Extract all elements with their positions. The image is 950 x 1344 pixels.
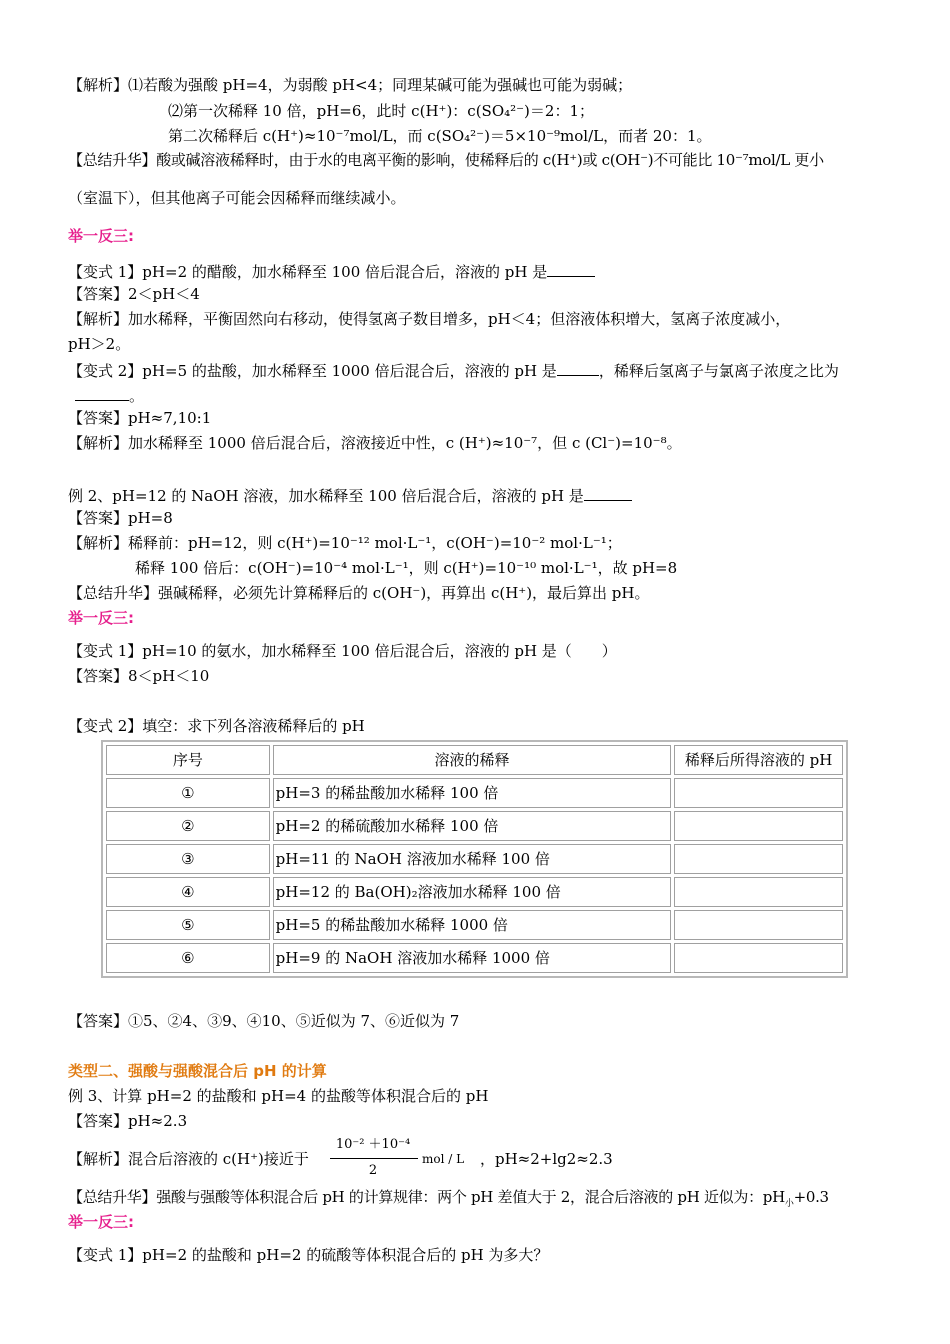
table-row [106,943,843,973]
row-number: ③ [106,844,270,874]
example-3-question: 例 3、计算 pH=2 的盐酸和 pH=4 的盐酸等体积混合后的 pH [68,1087,489,1105]
analysis-line-1: 【解析】⑴若酸为强酸 pH=4，为弱酸 pH<4；同理某碱可能为强碱也可能为弱碱； [68,76,633,94]
practice-heading: 举一反三: [68,1213,134,1231]
variant-2-period: 。 [129,387,145,405]
table-header-row [106,745,843,775]
summary-line-2: （室温下），但其他离子可能会因稀释而继续减小。 [68,189,406,207]
variant-1-explanation-2: pH＞2。 [68,335,131,353]
practice-heading: 举一反三: [68,227,134,245]
row-number: ② [106,811,270,841]
example-2-summary: 【总结升华】强碱稀释，必须先计算稀释后的 c(OH⁻)，再算出 c(H⁺)，最后算出 pH。 [68,584,650,602]
row-number: ⑥ [106,943,270,973]
row-number: ④ [106,877,270,907]
example-2-answer: 【答案】pH=8 [68,509,173,527]
example-2-text: 例 2、pH=12 的 NaOH 溶液，加水稀释至 100 倍后混合后，溶液的 pH 是 [68,487,584,505]
dilution-table [101,740,848,978]
row-ph-cell[interactable] [674,778,843,808]
table-row [106,910,843,940]
row-ph-cell[interactable] [674,811,843,841]
row-ph-cell[interactable] [674,943,843,973]
variant-1-answer: 【答案】2＜pH＜4 [68,285,200,303]
variant-1-question [68,262,595,280]
variant-2-question-2 [75,386,144,404]
answer-blank [547,262,595,277]
row-description: pH=3 的稀盐酸加水稀释 100 倍 [273,778,672,808]
table-answer: 【答案】①5、②4、③9、④10、⑤近似为 7、⑥近似为 7 [68,1012,460,1030]
fraction-numerator: 10⁻² ＋10⁻⁴ [335,1137,411,1152]
row-ph-cell[interactable] [674,877,843,907]
section-heading: 类型二、强酸与强酸混合后 pH 的计算 [68,1062,327,1080]
variant-1-question: 【变式 1】pH=2 的盐酸和 pH=2 的硫酸等体积混合后的 pH 为多大？ [68,1246,549,1264]
fraction-denominator: 2 [368,1163,378,1178]
header-cell: 稀释后所得溶液的 pH [674,745,843,775]
variant-2-question: 【变式 2】填空：求下列各溶液稀释后的 pH [68,717,365,735]
practice-heading: 举一反三: [68,609,134,627]
variant-1-explanation-1: 【解析】加水稀释，平衡固然向右移动，使得氢离子数目增多，pH＜4；但溶液体积增大，氢离子浓度减小， [68,310,791,328]
variant-2-question [68,361,839,379]
example-3-answer: 【答案】pH≈2.3 [68,1112,188,1130]
answer-blank [584,486,632,501]
type-2-summary [68,1190,829,1209]
row-description: pH=5 的稀盐酸加水稀释 1000 倍 [273,910,672,940]
analysis-line-3: 第二次稀释后 c(H⁺)≈10⁻⁷mol/L，而 c(SO₄²⁻)＝5×10⁻⁹mol/L，而者 20：1。 [168,127,712,145]
variant-2-answer: 【答案】pH≈7,10:1 [68,409,212,427]
header-cell: 溶液的稀释 [273,745,672,775]
variant-1-text: 【变式 1】pH=2 的醋酸，加水稀释至 100 倍后混合后，溶液的 pH 是 [68,263,548,281]
variant-1-question: 【变式 1】pH=10 的氨水，加水稀释至 100 倍后混合后，溶液的 pH 是（ ） [68,642,617,660]
answer-blank [75,386,129,401]
example-3-explanation-post: ，pH≈2+lg2≈2.3 [480,1150,613,1168]
summary-subscript: 小 [784,1199,794,1209]
variant-2-explanation: 【解析】加水稀释至 1000 倍后混合后，溶液接近中性，c (H⁺)≈10⁻⁷，但 c (Cl⁻)=10⁻⁸。 [68,434,682,452]
row-number: ⑤ [106,910,270,940]
unit-label: mol / L [422,1152,465,1166]
variant-2-text: 【变式 2】pH=5 的盐酸，加水稀释至 1000 倍后混合后，溶液的 pH 是 [68,362,557,380]
table-row [106,778,843,808]
row-number: ① [106,778,270,808]
example-2-explanation-1: 【解析】稀释前：pH=12，则 c(H⁺)=10⁻¹² mol·L⁻¹，c(OH⁻)=10⁻² mol·L⁻¹； [68,534,622,552]
example-3-explanation-pre: 【解析】混合后溶液的 c(H⁺)接近于 [68,1150,309,1168]
analysis-line-2: ⑵第一次稀释 10 倍，pH=6，此时 c(H⁺)：c(SO₄²⁻)＝2：1； [168,102,595,120]
variant-1-answer: 【答案】8＜pH＜10 [68,667,210,685]
table-row [106,877,843,907]
summary-text: 【总结升华】强酸与强酸等体积混合后 pH 的计算规律：两个 pH 差值大于 2，混合后溶液的 pH 近似为：pH [68,1188,785,1206]
row-description: pH=12 的 Ba(OH)₂溶液加水稀释 100 倍 [273,877,672,907]
example-2-question [68,486,632,504]
row-description: pH=11 的 NaOH 溶液加水稀释 100 倍 [273,844,672,874]
variant-2-text-tail: ，稀释后氢离子与氯离子浓度之比为 [598,362,839,380]
summary-tail: +0.3 [793,1188,829,1206]
table-row [106,844,843,874]
row-ph-cell[interactable] [674,910,843,940]
row-description: pH=9 的 NaOH 溶液加水稀释 1000 倍 [273,943,672,973]
fraction-bar [330,1158,418,1159]
example-2-explanation-2: 稀释 100 倍后：c(OH⁻)=10⁻⁴ mol·L⁻¹，则 c(H⁺)=10⁻¹⁰ mol·L⁻¹，故 pH=8 [135,559,678,577]
header-cell: 序号 [106,745,270,775]
summary-line-1: 【总结升华】酸或碱溶液稀释时，由于水的电离平衡的影响，使稀释后的 c(H⁺)或 c(OH⁻)不可能比 10⁻⁷mol/L 更小 [68,151,824,169]
answer-blank [557,361,599,376]
table-row [106,811,843,841]
row-ph-cell[interactable] [674,844,843,874]
row-description: pH=2 的稀硫酸加水稀释 100 倍 [273,811,672,841]
